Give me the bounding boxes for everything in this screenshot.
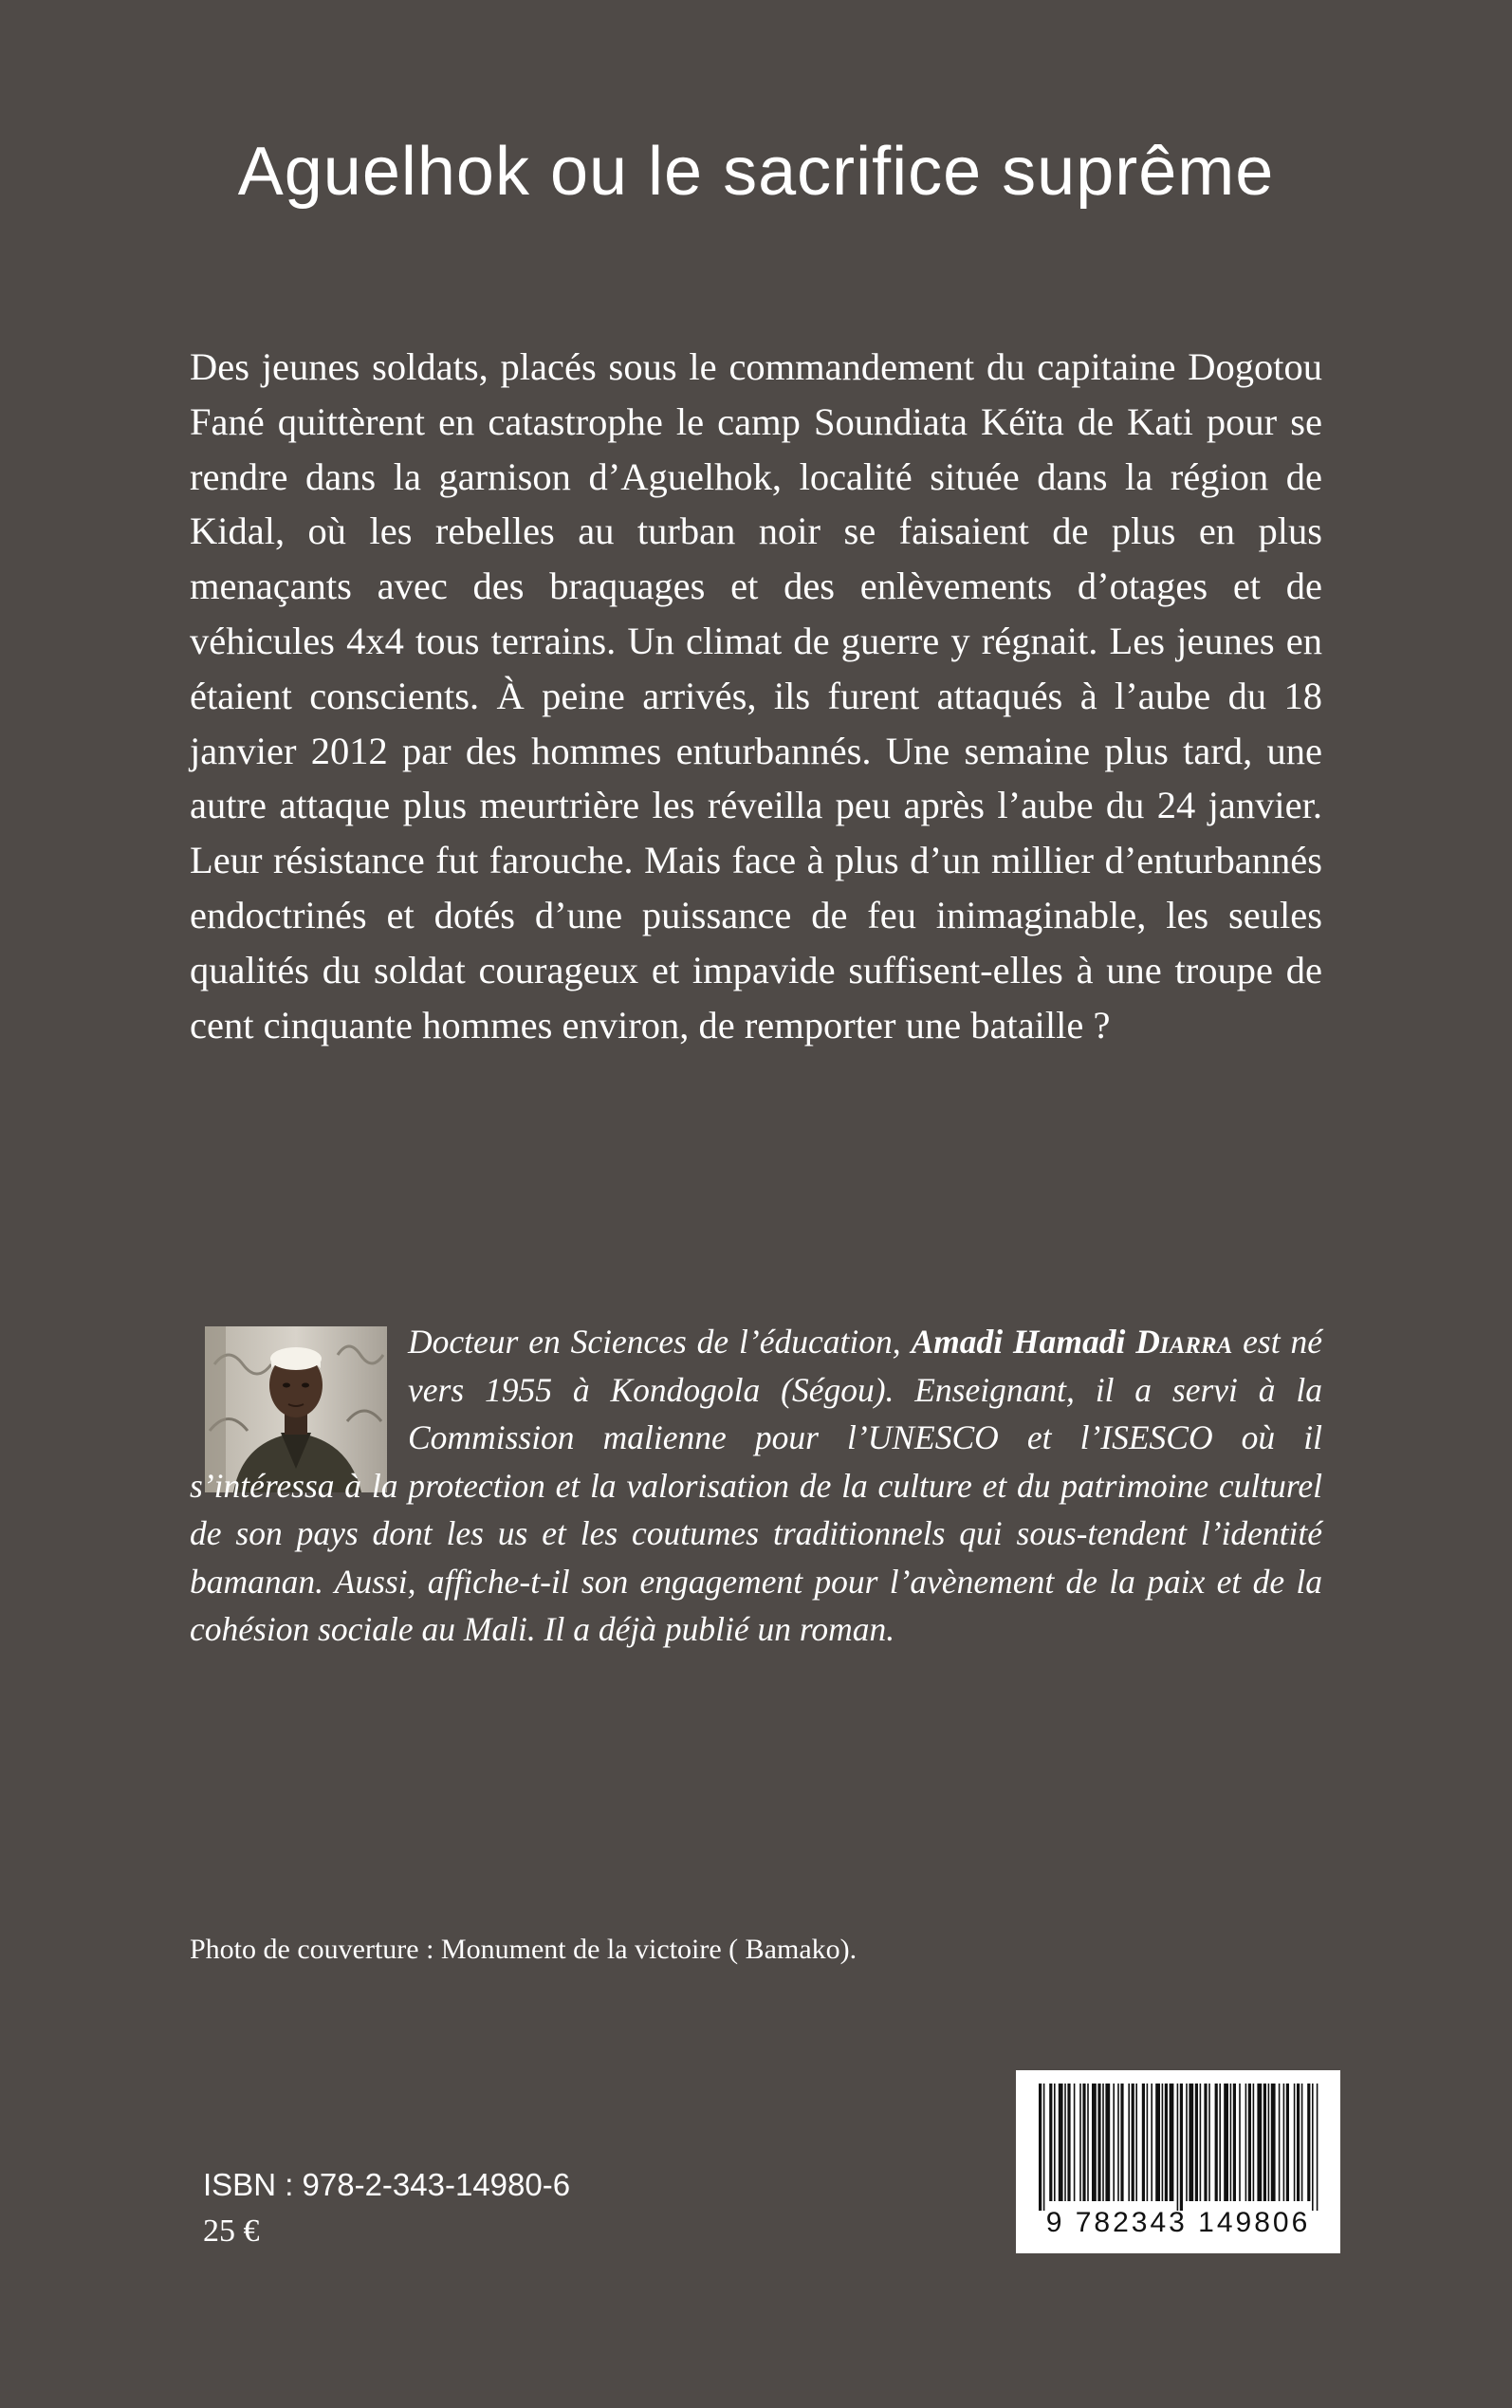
barcode-bar	[1268, 2084, 1270, 2201]
barcode-bar	[1279, 2084, 1281, 2201]
barcode	[1016, 2070, 1340, 2253]
barcode-bar	[1224, 2084, 1228, 2201]
barcode-bar	[1064, 2084, 1066, 2201]
barcode-bar	[1067, 2084, 1070, 2201]
barcode-bar	[1079, 2084, 1081, 2201]
barcode-bar	[1233, 2084, 1236, 2201]
barcode-bar	[1102, 2084, 1104, 2201]
barcode-bar	[1219, 2084, 1221, 2201]
barcode-bar	[1142, 2084, 1145, 2201]
barcode-bar	[1087, 2084, 1089, 2201]
barcode-bar	[1039, 2084, 1042, 2211]
barcode-bar	[1263, 2084, 1266, 2201]
author-bio-intro: Docteur en Sciences de l’éducation,	[408, 1323, 912, 1361]
barcode-bar	[1155, 2084, 1160, 2201]
barcode-bar	[1297, 2084, 1300, 2201]
barcode-bar	[1059, 2084, 1063, 2201]
barcode-bar	[1215, 2084, 1218, 2201]
photo-credit: Photo de couverture : Monument de la victoire ( Bamako).	[190, 1934, 857, 1965]
barcode-bar	[1257, 2084, 1262, 2201]
barcode-bar	[1200, 2084, 1202, 2201]
isbn-label: ISBN : 978-2-343-14980-6	[203, 2167, 571, 2202]
author-bio	[190, 1318, 1322, 1654]
author-first-names: Amadi Hamadi	[911, 1323, 1136, 1361]
barcode-bar	[1105, 2084, 1110, 2201]
barcode-bar	[1204, 2084, 1207, 2201]
barcode-bar	[1189, 2084, 1193, 2201]
barcode-bar	[1113, 2084, 1115, 2201]
barcode-bar	[1245, 2084, 1247, 2201]
barcode-bar	[1307, 2084, 1310, 2201]
barcode-bar	[1230, 2084, 1232, 2201]
barcode-bar	[1120, 2084, 1123, 2201]
barcode-bar	[1043, 2084, 1045, 2211]
barcode-bar	[1132, 2084, 1134, 2201]
barcode-bar	[1082, 2084, 1085, 2201]
barcode-bar	[1283, 2084, 1285, 2201]
barcode-bar	[1128, 2084, 1130, 2201]
barcode-bar	[1097, 2084, 1100, 2201]
barcode-bar	[1117, 2084, 1119, 2201]
barcode-bar	[1162, 2084, 1164, 2201]
author-bio-rest: est né vers 1955 à Kondogola (Ségou). Enseignant, il a servi à la Commission malienne pour l’UNESCO et l’ISESCO où il s’intéressa à la protection et la valorisation de la culture et du patrimoine culturel de son pays dont les us et les coutumes traditionnels qui sous-tendent l’identité bamanan. Aussi, affiche-t-il son engagement pour l’avènement de la paix et de la cohésion sociale au Mali. Il a déjà publié un roman.	[190, 1323, 1322, 1648]
barcode-bar	[1170, 2084, 1174, 2201]
barcode-bar	[1208, 2084, 1210, 2201]
barcode-bar	[1165, 2084, 1168, 2201]
barcode-bar	[1151, 2084, 1152, 2201]
barcode-bar	[1253, 2084, 1255, 2201]
barcode-bar	[1147, 2084, 1149, 2201]
barcode-bar	[1317, 2084, 1318, 2211]
barcode-bar	[1049, 2084, 1052, 2201]
barcode-bar	[1301, 2084, 1303, 2201]
barcode-bar	[1195, 2084, 1198, 2201]
barcode-bar	[1286, 2084, 1289, 2201]
author-surname: Diarra	[1135, 1323, 1233, 1361]
book-title: Aguelhok ou le sacrifice suprême	[237, 134, 1275, 210]
barcode-bar	[1177, 2084, 1179, 2211]
barcode-bar	[1074, 2084, 1076, 2201]
barcode-bar	[1092, 2084, 1097, 2201]
barcode-bar	[1180, 2084, 1183, 2211]
book-summary: Des jeunes soldats, placés sous le commandement du capitaine Dogotou Fané quittèrent en catastrophe le camp Soundiata Kéïta de Kati pour se rendre dans la garnison d’Aguelhok, localité située dans la région de Kidal, où les rebelles au turban noir se faisaient de plus en plus menaçants avec des braquages et des enlèvements d’otages et de véhicules 4x4 tous terrains. Un climat de guerre y régnait. Les jeunes en étaient conscients. À peine arrivés, ils furent attaqués à l’aube du 18 janvier 2012 par des hommes enturbannés. Une semaine plus tard, une autre attaque plus meurtrière les réveilla peu après l’aube du 24 janvier. Leur résistance fut farouche. Mais face à plus d’un millier d’enturbannés endoctrinés et dotés d’une puissance de feu inimaginable, les seules qualités du soldat courageux et impavide suffisent-elles à une troupe de cent cinquante hommes environ, de remporter une bataille ?	[190, 345, 1322, 1047]
price-label: 25 €	[203, 2214, 260, 2249]
barcode-bar	[1054, 2084, 1056, 2201]
barcode-bar	[1186, 2084, 1188, 2201]
barcode-bar	[1239, 2084, 1241, 2201]
barcode-bar	[1248, 2084, 1251, 2201]
barcode-bar	[1312, 2084, 1314, 2211]
barcode-bar	[1135, 2084, 1137, 2201]
author-name	[911, 1323, 1232, 1361]
barcode-digits: 9 782343 149806	[1045, 2207, 1311, 2238]
barcode-bar	[1294, 2084, 1296, 2201]
barcode-bar	[1271, 2084, 1276, 2201]
